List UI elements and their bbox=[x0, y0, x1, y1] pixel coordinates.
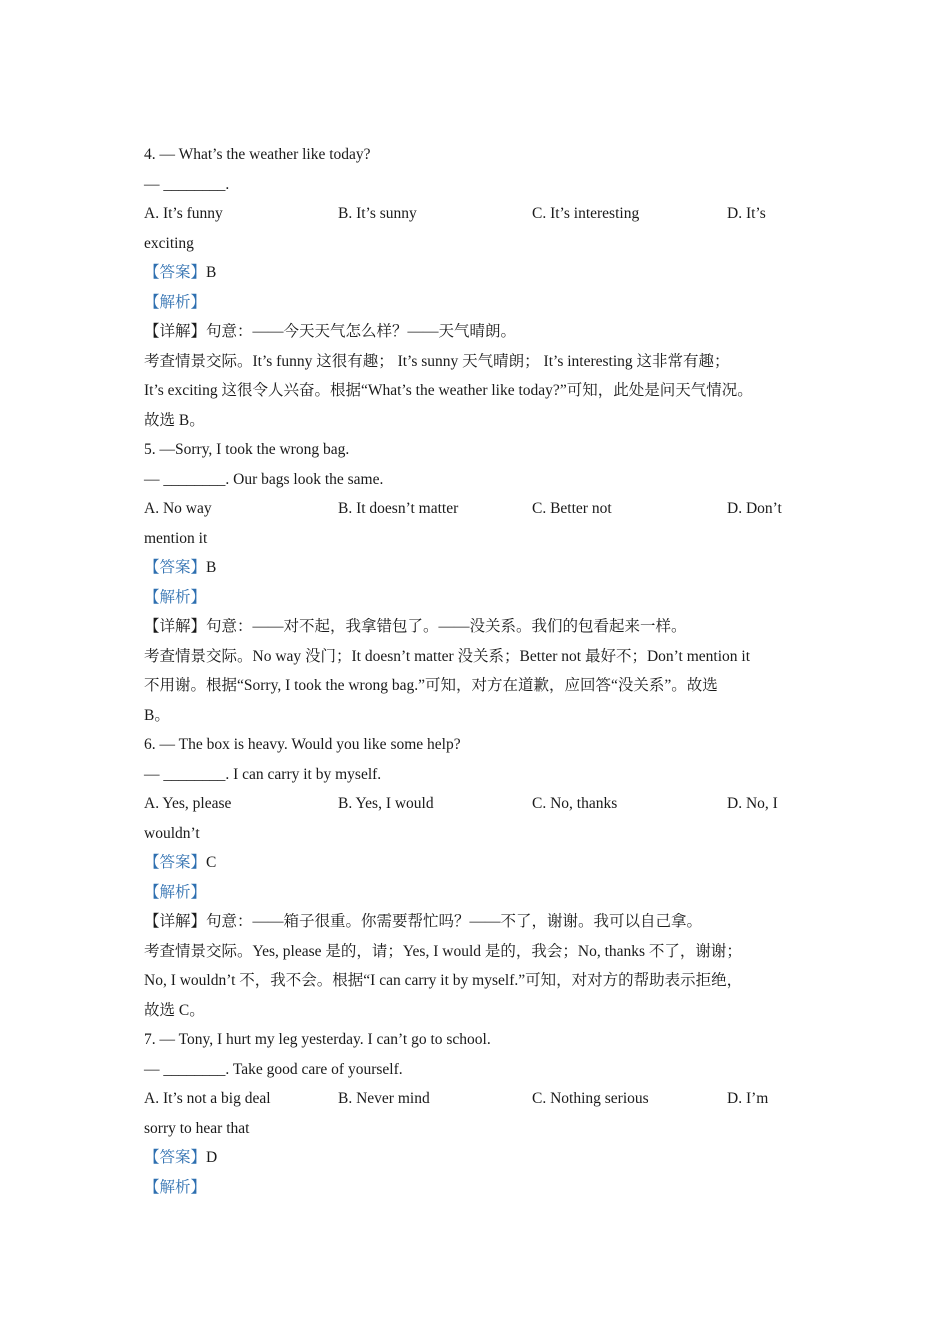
explanation-line: B。 bbox=[144, 706, 170, 724]
option-b: B. It doesn’t matter bbox=[338, 500, 459, 517]
options-row bbox=[144, 789, 809, 819]
option-c: C. Nothing serious bbox=[532, 1090, 649, 1107]
question-7 bbox=[144, 1025, 809, 1202]
explanation-line: No, I wouldn’t 不，我不会。根据“I can carry it by myself.”可知，对对方的帮助表示拒绝， bbox=[144, 972, 743, 989]
question-stem: 6. — The box is heavy. Would you like some help? bbox=[144, 736, 461, 753]
question-stem: 4. — What’s the weather like today? bbox=[144, 146, 371, 163]
option-d-continuation: wouldn’t bbox=[144, 824, 200, 842]
option-d-continuation: mention it bbox=[144, 529, 208, 547]
option-c: C. Better not bbox=[532, 500, 612, 517]
document-page bbox=[144, 140, 809, 1202]
detail-line: 【详解】句意：——对不起，我拿错包了。——没关系。我们的包看起来一样。 bbox=[144, 618, 687, 635]
option-d: D. Don’t bbox=[727, 500, 782, 517]
analysis-tag: 【解析】 bbox=[144, 588, 207, 606]
question-6 bbox=[144, 730, 809, 1025]
option-a: A. It’s funny bbox=[144, 205, 223, 222]
explanation-line: 不用谢。根据“Sorry, I took the wrong bag.”可知，对方在道歉，应回答“没关系”。故选 bbox=[144, 677, 718, 694]
option-d-continuation: sorry to hear that bbox=[144, 1119, 250, 1137]
explanation-line: 考查情景交际。It’s funny 这很有趣； It’s sunny 天气晴朗； It’s interesting 这非常有趣； bbox=[144, 352, 730, 370]
explanation-line: 考查情景交际。Yes, please 是的，请；Yes, I would 是的，我会；No, thanks 不了，谢谢； bbox=[144, 942, 742, 960]
question-4 bbox=[144, 140, 809, 435]
answer-line bbox=[144, 258, 809, 288]
answer-tag: 【答案】 bbox=[144, 1149, 207, 1166]
answer-line bbox=[144, 848, 809, 878]
answer-line bbox=[144, 1143, 809, 1173]
options-row bbox=[144, 494, 809, 524]
option-b: B. It’s sunny bbox=[338, 205, 417, 222]
option-b: B. Yes, I would bbox=[338, 795, 434, 812]
option-c: C. No, thanks bbox=[532, 795, 618, 812]
detail-line: 【详解】句意：——今天天气怎么样？——天气晴朗。 bbox=[144, 323, 517, 340]
explanation-line: It’s exciting 这很令人兴奋。根据“What’s the weather like today?”可知，此处是问天气情况。 bbox=[144, 382, 753, 399]
question-blank: — ________. Take good care of yourself. bbox=[144, 1060, 403, 1078]
answer-value: B bbox=[206, 264, 217, 281]
question-stem: 7. — Tony, I hurt my leg yesterday. I can’t go to school. bbox=[144, 1031, 491, 1048]
option-a: A. It’s not a big deal bbox=[144, 1090, 271, 1107]
options-row bbox=[144, 199, 809, 229]
answer-value: D bbox=[206, 1149, 218, 1166]
question-stem: 5. —Sorry, I took the wrong bag. bbox=[144, 441, 350, 458]
detail-line: 【详解】句意：——箱子很重。你需要帮忙吗？——不了，谢谢。我可以自己拿。 bbox=[144, 913, 703, 930]
answer-line bbox=[144, 553, 809, 583]
analysis-tag: 【解析】 bbox=[144, 1178, 207, 1196]
answer-tag: 【答案】 bbox=[144, 264, 207, 281]
explanation-line: 故选 C。 bbox=[144, 1001, 205, 1019]
explanation-line: 考查情景交际。No way 没门；It doesn’t matter 没关系；Better not 最好不；Don’t mention it bbox=[144, 647, 751, 665]
answer-tag: 【答案】 bbox=[144, 854, 207, 871]
question-blank: — ________. bbox=[144, 175, 230, 193]
question-5 bbox=[144, 435, 809, 730]
option-d: D. No, I bbox=[727, 795, 778, 812]
analysis-tag: 【解析】 bbox=[144, 883, 207, 901]
option-a: A. Yes, please bbox=[144, 795, 232, 812]
explanation-line: 故选 B。 bbox=[144, 411, 205, 429]
option-c: C. It’s interesting bbox=[532, 205, 640, 222]
answer-tag: 【答案】 bbox=[144, 559, 207, 576]
option-d: D. It’s bbox=[727, 205, 766, 222]
options-row bbox=[144, 1084, 809, 1114]
option-a: A. No way bbox=[144, 500, 212, 517]
option-d-continuation: exciting bbox=[144, 234, 194, 252]
option-b: B. Never mind bbox=[338, 1090, 430, 1107]
question-blank: — ________. I can carry it by myself. bbox=[144, 765, 382, 783]
analysis-tag: 【解析】 bbox=[144, 293, 207, 311]
answer-value: B bbox=[206, 559, 217, 576]
option-d: D. I’m bbox=[727, 1090, 769, 1107]
question-blank: — ________. Our bags look the same. bbox=[144, 470, 384, 488]
answer-value: C bbox=[206, 854, 217, 871]
